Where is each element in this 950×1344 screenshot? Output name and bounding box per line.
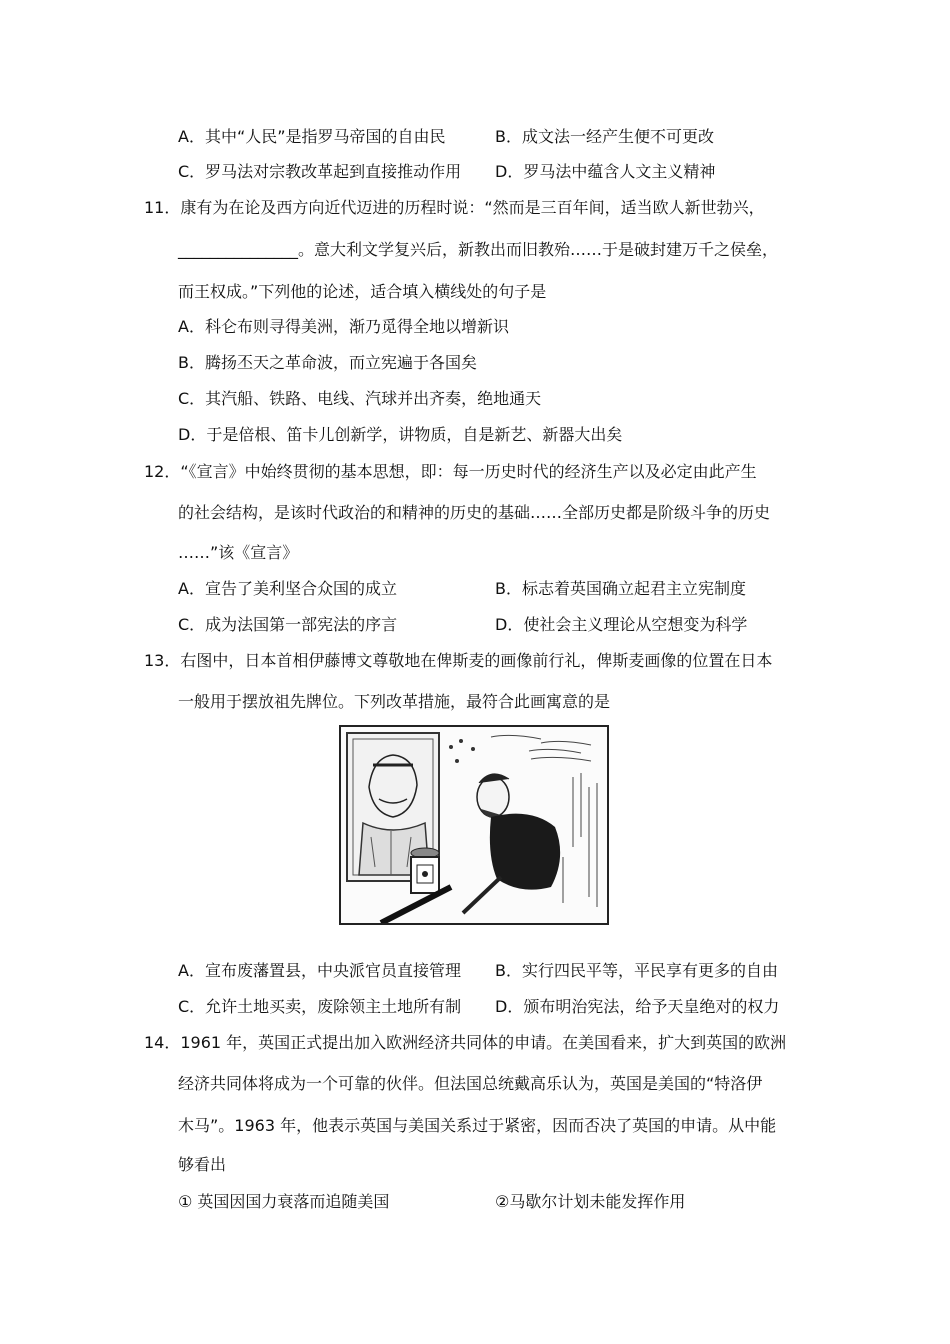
q13-option-c: C．允许土地买卖，废除领主土地所有制 xyxy=(178,997,462,1016)
q14-items-row xyxy=(178,1192,798,1212)
q13-options-row-1 xyxy=(178,961,798,981)
q14-stem-line-1: 14．1961 年，英国正式提出加入欧洲经济共同体的申请。在美国看来，扩大到英国的欧洲 xyxy=(144,1033,787,1052)
q13-option-a: A．宣布废藩置县，中央派官员直接管理 xyxy=(178,961,461,980)
altar-lantern xyxy=(411,848,439,893)
q13-options-row-2 xyxy=(178,997,798,1017)
q10-options-row-2 xyxy=(178,162,798,182)
q11-option-d: D．于是倍根、笛卡儿创新学，讲物质，自是新艺、新器大出矣 xyxy=(178,425,623,444)
q12-options-row-1 xyxy=(178,579,798,599)
q12-options-row-2 xyxy=(178,615,798,635)
q12-stem-line-1: 12．“《宣言》中始终贯彻的基本思想，即：每一历史时代的经济生产以及必定由此产生 xyxy=(144,462,757,481)
q13-stem-line-2: 一般用于摆放祖先牌位。下列改革措施，最符合此画寓意的是 xyxy=(178,692,611,711)
q11-option-c: C．其汽船、铁路、电线、汽球并出齐奏，绝地通天 xyxy=(178,389,542,408)
q12-option-a: A．宣告了美利坚合众国的成立 xyxy=(178,579,397,598)
decorative-dots xyxy=(449,739,475,763)
q12-stem-line-2: 的社会结构，是该时代政治的和精神的历史的基础……全部历史都是阶级斗争的历史 xyxy=(178,503,771,522)
q10-option-a: A．其中“人民”是指罗马帝国的自由民 xyxy=(178,127,446,146)
q10-options-row-1 xyxy=(178,127,798,147)
q12-option-c: C．成为法国第一部宪法的序言 xyxy=(178,615,398,634)
q11-stem-line-1: 11．康有为在论及西方向近代迈进的历程时说：“然而是三百年间，适当欧人新世勃兴， xyxy=(144,198,765,217)
q12-option-d: D．使社会主义理论从空想变为科学 xyxy=(495,615,748,634)
q11-option-a: A．科仑布则寻得美洲，渐乃觅得全地以增新识 xyxy=(178,317,509,336)
q14-item-1: ① 英国因国力衰落而追随美国 xyxy=(178,1192,390,1211)
q12-option-b: B．标志着英国确立起君主立宪制度 xyxy=(495,579,746,598)
q10-option-c: C．罗马法对宗教改革起到直接推动作用 xyxy=(178,162,462,181)
q13-option-d: D．颁布明治宪法，给予天皇绝对的权力 xyxy=(495,997,780,1016)
q11-stem-line-3: 而王权成。”下列他的论述，适合填入横线处的句子是 xyxy=(178,282,547,301)
q13-option-b: B．实行四民平等，平民享有更多的自由 xyxy=(495,961,778,980)
q12-stem-line-3: ……”该《宣言》 xyxy=(178,543,299,562)
cartoon-illustration xyxy=(339,725,609,925)
q14-stem-line-4: 够看出 xyxy=(178,1155,227,1174)
q11-option-b: B．腾扬丕天之革命波，而立宪遍于各国矣 xyxy=(178,353,477,372)
q10-option-d: D．罗马法中蕴含人文主义精神 xyxy=(495,162,716,181)
q14-stem-line-3: 木马”。1963 年，他表示英国与美国关系过于紧密，因而否决了英国的申请。从中能 xyxy=(178,1116,777,1135)
q10-option-b: B．成文法一经产生便不可更改 xyxy=(495,127,714,146)
q14-stem-line-2: 经济共同体将成为一个可靠的伙伴。但法国总统戴高乐认为，英国是美国的“特洛伊 xyxy=(178,1074,763,1093)
q11-stem-line-2: _______________。意大利文学复兴后，新教出而旧教殆……于是破封建万千之侯垒， xyxy=(178,240,779,259)
q14-item-2: ②马歇尔计划未能发挥作用 xyxy=(495,1192,686,1211)
q13-stem-line-1: 13．右图中，日本首相伊藤博文尊敬地在俾斯麦的画像前行礼，俾斯麦画像的位置在日本 xyxy=(144,651,773,670)
